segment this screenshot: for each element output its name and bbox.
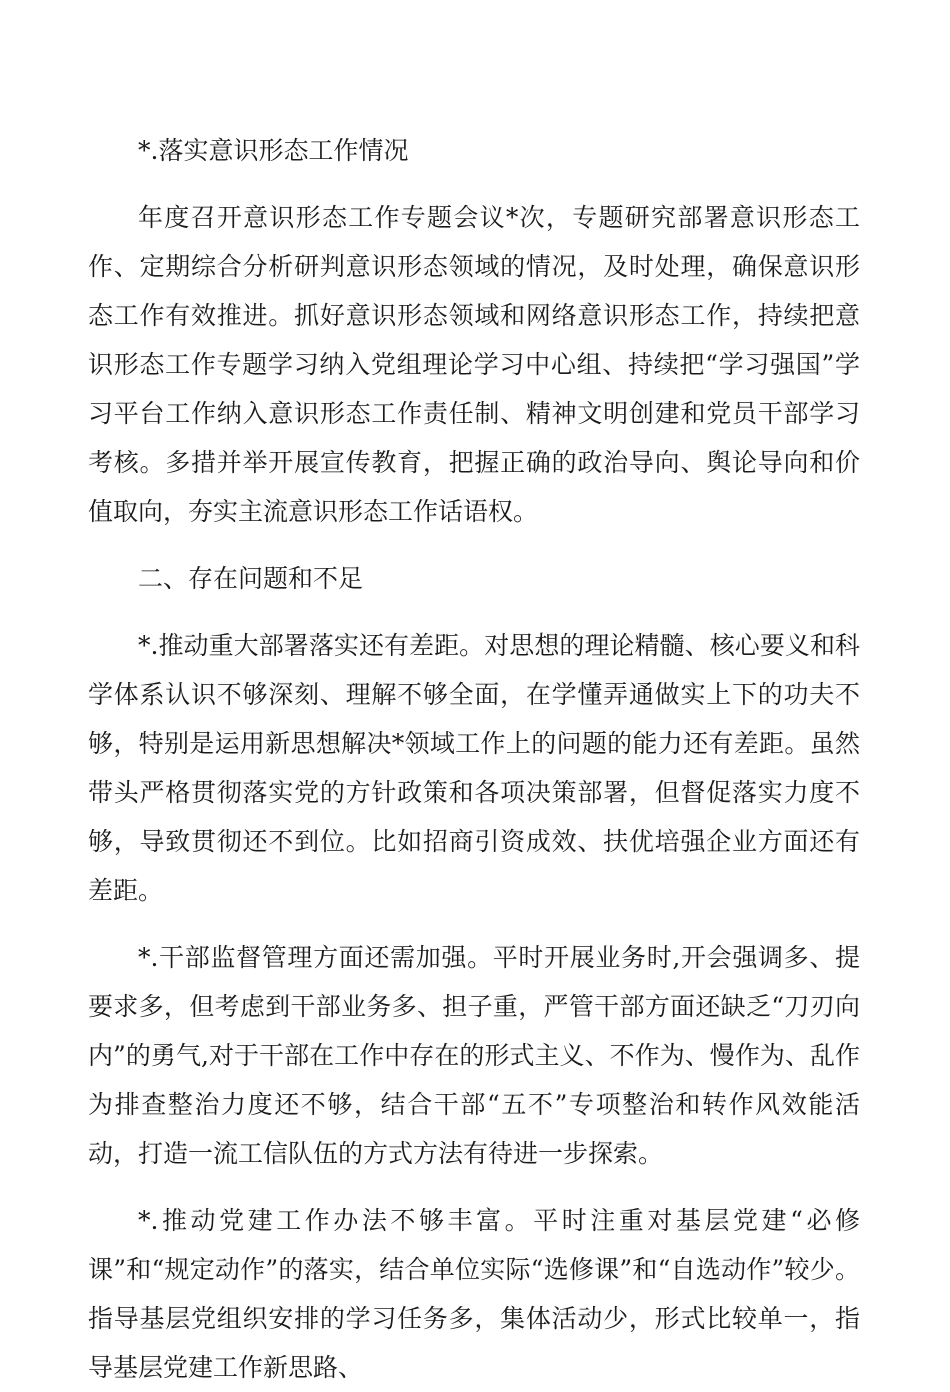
section-heading-problems: 二、存在问题和不足 xyxy=(138,564,364,593)
paragraph-cadre-supervision: *.干部监督管理方面还需加强。平时开展业务时,开会强调多、提要求多，但考虑到干部业务多、担子重，严管干部方面还缺乏“刀刃向内”的勇气,对于干部在工作中存在的形式主义、不作为、慢作为、乱作为排查整治力度还不够，结合干部“五不”专项整治和转作风效能活动，打造一流工信队伍的方式方法有待进一步探索。 xyxy=(88,943,860,1168)
spacer xyxy=(88,915,860,933)
spacer xyxy=(88,603,860,621)
spacer xyxy=(88,175,860,193)
paragraph-party-building: *.推动党建工作办法不够丰富。平时注重对基层党建“必修课”和“规定动作”的落实，结合单位实际“选修课”和“自选动作”较少。指导基层党组织安排的学习任务多，集体活动少，形式比较单一，指导基层党建工作新思路、 xyxy=(88,1206,860,1382)
paragraph-ideology-work: 年度召开意识形态工作专题会议*次，专题研究部署意识形态工作、定期综合分析研判意识形态领域的情况，及时处理，确保意识形态工作有效推进。抓好意识形态领域和网络意识形态工作，持续把意识形态工作专题学习纳入党组理论学习中心组、持续把“学习强国”学习平台工作纳入意识形态工作责任制、精神文明创建和党员干部学习考核。多措并举开展宣传教育，把握正确的政治导向、舆论导向和价值取向，夯实主流意识形态工作话语权。 xyxy=(88,203,860,526)
document-body xyxy=(88,126,860,1392)
spacer xyxy=(88,536,860,554)
paragraph-deployment-gap: *.推动重大部署落实还有差距。对思想的理论精髓、核心要义和科学体系认识不够深刻、理解不够全面，在学懂弄通做实上下的功夫不够，特别是运用新思想解决*领域工作上的问题的能力还有差距。虽然带头严格贯彻落实党的方针政策和各项决策部署，但督促落实力度不够，导致贯彻还不到位。比如招商引资成效、扶优培强企业方面还有差距。 xyxy=(88,631,860,905)
spacer xyxy=(88,1178,860,1196)
section-heading-ideology: *.落实意识形态工作情况 xyxy=(138,136,409,165)
